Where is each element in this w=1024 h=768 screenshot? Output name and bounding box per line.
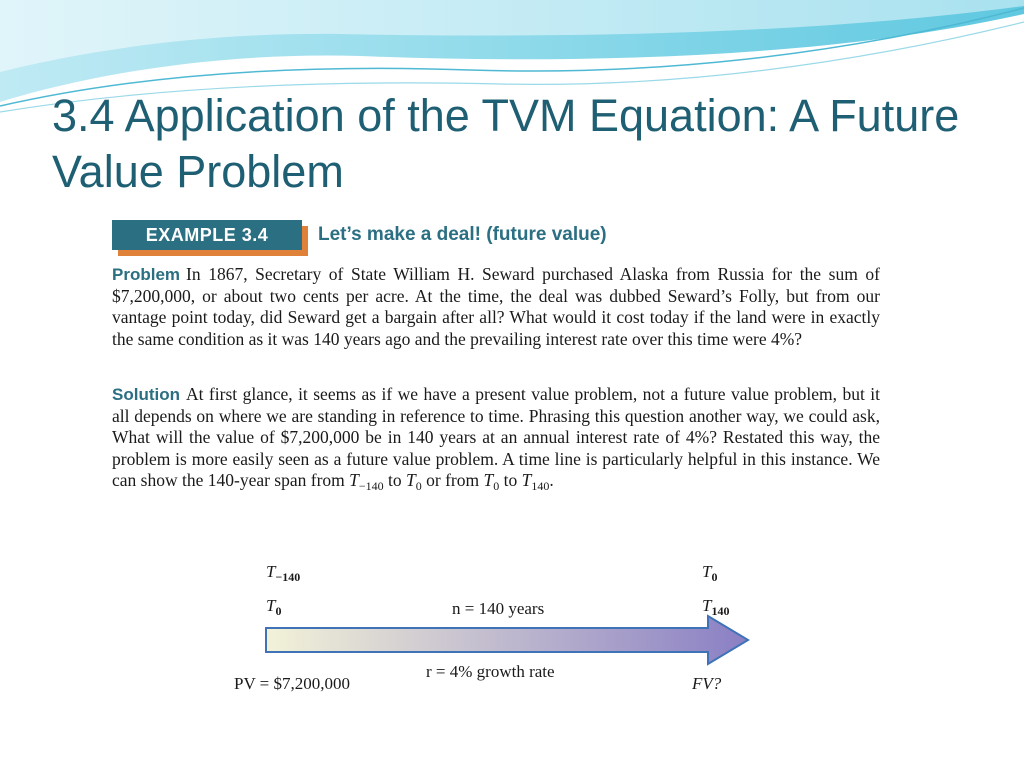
span-or-word: or from xyxy=(421,470,484,491)
timeline-left-top-label: $T_{-140}$ xyxy=(266,562,301,584)
span-end-t: T xyxy=(521,470,532,491)
slide-title: 3.4 Application of the TVM Equation: A Future Value Problem xyxy=(52,90,960,197)
timeline-arrow xyxy=(264,610,754,670)
example-header xyxy=(112,220,712,258)
example-heading: Let’s make a deal! (future value) xyxy=(318,224,607,245)
example-panel xyxy=(104,212,906,708)
timeline-left-bottom-label: $T_0$ xyxy=(266,596,282,618)
timeline-n-label: n = 140 years xyxy=(452,599,545,618)
span-end-sub: 140 xyxy=(531,479,550,494)
timeline-right-top-label: $T_0$ xyxy=(702,562,718,584)
timeline-pv-label: PV = $7,200,000 xyxy=(234,674,351,693)
example-tag: EXAMPLE 3.4 xyxy=(112,220,302,250)
span-to-word: to xyxy=(383,470,407,491)
span-from-t: T xyxy=(349,470,359,491)
timeline-r-label: r = 4% growth rate xyxy=(426,662,555,681)
problem-label: Problem xyxy=(112,265,181,284)
solution-text: At first glance, it seems as if we have a present value problem, not a future value problem, but it all depends on where we are standing in reference to time. Phrasing this question another way, we could ask, What will the value of $7,200,000 be in 140 years at an annual interest rate of 4%? Restated this way, the problem is more easily seen as a future value problem. A time line is particularly helpful in this instance. We can show the 140-year span from xyxy=(112,384,880,491)
problem-paragraph xyxy=(112,264,880,350)
problem-text: In 1867, Secretary of State William H. Seward purchased Alaska from Russia for the sum of $7,200,000, or about two cents per acre. At the time, the deal was dubbed Seward’s Folly, but from our vantage point today, did Seward get a bargain after all? What would it cost today if the land were in exactly the same condition as it was 140 years ago and the prevailing interest rate over this time were 4%? xyxy=(112,264,880,349)
solution-label: Solution xyxy=(112,385,180,404)
timeline-fv-label: FV? xyxy=(692,674,722,693)
span-mid-t: T xyxy=(406,470,416,491)
span-from-sub: −140 xyxy=(358,479,384,494)
solution-paragraph xyxy=(112,384,880,498)
span-or-t: T xyxy=(483,470,494,491)
span-to2-word: to xyxy=(499,470,522,491)
timeline-right-bottom-label: $T_{140}$ xyxy=(702,596,730,618)
span-or-sub: 0 xyxy=(493,479,500,494)
span-period: . xyxy=(549,470,554,491)
span-mid-sub: 0 xyxy=(415,479,422,494)
